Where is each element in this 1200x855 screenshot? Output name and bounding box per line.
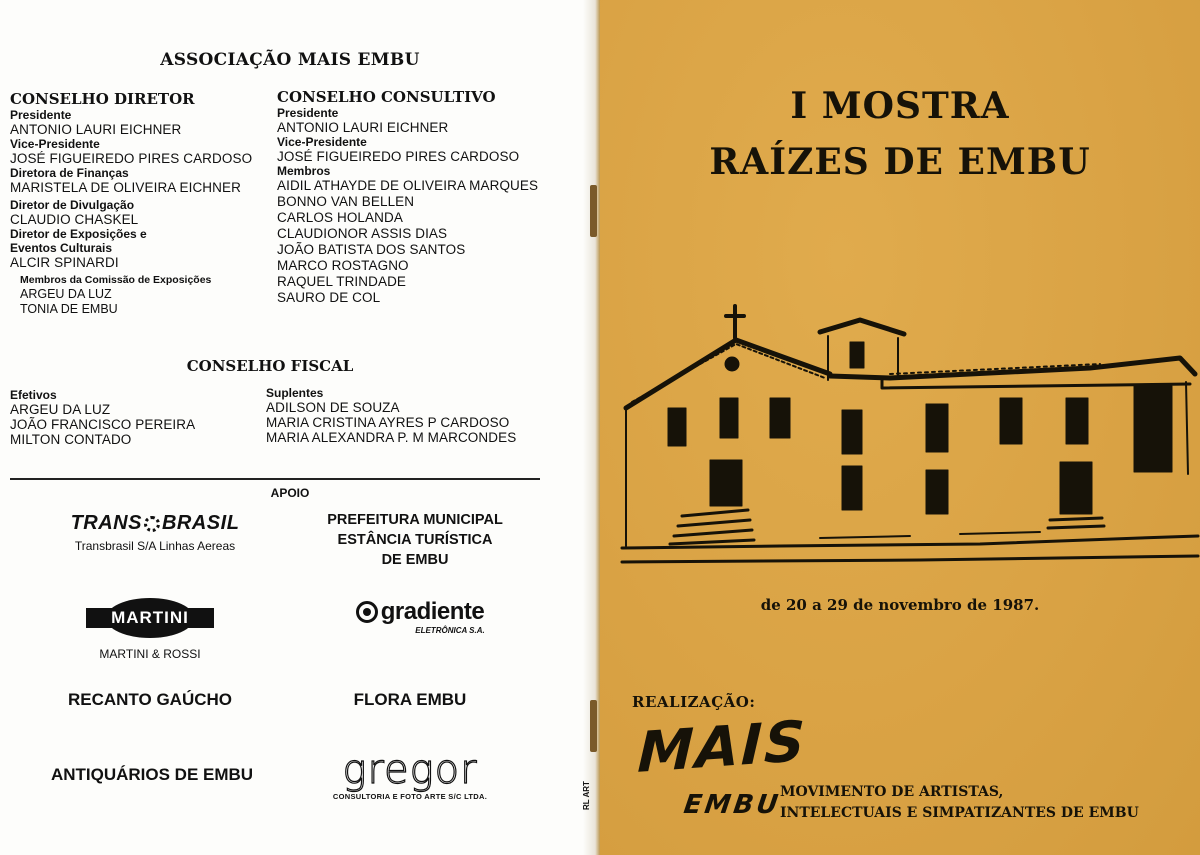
transbrasil-logo-text-a: TRANS	[70, 512, 142, 534]
cover-title-line: RAÍZES DE EMBU	[709, 141, 1091, 183]
role-label: Presidente	[10, 108, 72, 122]
comissao-member: TONIA DE EMBU	[20, 302, 118, 316]
efetivos-title: Efetivos	[10, 388, 57, 402]
sponsor-prefeitura	[290, 510, 540, 570]
suplentes-column	[266, 386, 566, 445]
martini-logo	[86, 598, 214, 638]
role-label: Diretora de Finanças	[10, 166, 129, 180]
movimento-line: INTELECTUAIS E SIMPATIZANTES DE EMBU	[780, 805, 1139, 821]
member-name: MARIA ALEXANDRA P. M MARCONDES	[266, 430, 517, 445]
member-name: JOÃO FRANCISCO PEREIRA	[10, 417, 196, 432]
conselho-consultivo	[277, 88, 577, 306]
apoio-title: APOIO	[270, 486, 310, 500]
conselho-consultivo-title: CONSELHO CONSULTIVO	[277, 88, 496, 106]
member-name: MARIA CRISTINA AYRES P CARDOSO	[266, 415, 510, 430]
gradiente-caption: ELETRÔNICA S.A.	[415, 626, 485, 635]
sponsor-martini	[60, 598, 240, 661]
suplentes-title: Suplentes	[266, 386, 324, 400]
member-name: ANTONIO LAURI EICHNER	[10, 122, 182, 137]
printer-mark: RL ART	[582, 781, 591, 810]
member-name: AIDIL ATHAYDE DE OLIVEIRA MARQUES	[277, 178, 539, 193]
movimento-description	[780, 782, 1139, 824]
martini-logo-text: MARTINI	[86, 608, 214, 628]
cover-title	[600, 78, 1200, 190]
gregor-caption: CONSULTORIA E FOTO ARTE S/C LTDA.	[332, 792, 488, 801]
member-name: CARLOS HOLANDA	[277, 210, 403, 225]
gregor-logo: gregor	[342, 747, 478, 793]
comissao-member: ARGEU DA LUZ	[20, 287, 112, 301]
transbrasil-logo-text-b: BRASIL	[161, 512, 240, 534]
exhibition-dates: de 20 a 29 de novembro de 1987.	[760, 596, 1040, 614]
member-name: ARGEU DA LUZ	[10, 402, 111, 417]
member-name: BONNO VAN BELLEN	[277, 194, 415, 209]
role-label: Vice-Presidente	[277, 135, 367, 149]
transbrasil-caption: Transbrasil S/A Linhas Aereas	[74, 539, 236, 553]
conselho-diretor-title: CONSELHO DIRETOR	[10, 90, 195, 108]
gradiente-logo	[320, 598, 520, 626]
sponsor-transbrasil	[40, 512, 270, 553]
prefeitura-line: PREFEITURA MUNICIPAL	[327, 512, 503, 528]
role-label: Diretor de Exposições e	[10, 227, 147, 241]
realizacao-label: REALIZAÇÃO:	[632, 693, 756, 711]
staple-icon	[590, 185, 597, 237]
gradiente-logo-text: gradiente	[380, 598, 485, 625]
member-name: SAURO DE COL	[277, 290, 381, 305]
role-label: Membros	[277, 164, 331, 178]
sponsor-gregor	[310, 748, 510, 801]
role-label: Presidente	[277, 106, 339, 120]
member-name: MILTON CONTADO	[10, 432, 132, 447]
member-name: JOÃO BATISTA DOS SANTOS	[277, 242, 466, 257]
sponsor-gradiente	[320, 598, 520, 635]
member-name: ALCIR SPINARDI	[10, 255, 119, 270]
role-label-continued: Eventos Culturais	[10, 241, 113, 255]
member-name: RAQUEL TRINDADE	[277, 274, 407, 289]
comissao-title: Membros da Comissão de Exposições	[20, 274, 212, 286]
sponsor-antiquarios: ANTIQUÁRIOS DE EMBU	[50, 765, 254, 784]
sponsor-recanto-gaucho: RECANTO GAÚCHO	[67, 690, 233, 709]
transbrasil-logo	[40, 512, 270, 535]
prefeitura-line: DE EMBU	[381, 552, 449, 568]
role-label: Diretor de Divulgação	[10, 198, 135, 212]
member-name: JOSÉ FIGUEIREDO PIRES CARDOSO	[277, 149, 520, 164]
gradiente-g-icon	[356, 601, 378, 623]
mais-embu-logo-embu: EMBU	[681, 790, 783, 820]
divider	[10, 478, 540, 480]
member-name: ANTONIO LAURI EICHNER	[277, 120, 449, 135]
member-name: MARISTELA DE OLIVEIRA EICHNER	[10, 180, 241, 195]
movimento-line: MOVIMENTO DE ARTISTAS,	[780, 784, 1004, 800]
prefeitura-line: ESTÂNCIA TURÍSTICA	[337, 532, 493, 548]
association-title: ASSOCIAÇÃO MAIS EMBU	[160, 50, 420, 70]
cover-title-line: I MOSTRA	[790, 85, 1010, 127]
sponsor-flora-embu: FLORA EMBU	[353, 690, 467, 709]
member-name: JOSÉ FIGUEIREDO PIRES CARDOSO	[10, 151, 253, 166]
efetivos-column	[10, 388, 260, 447]
mais-embu-logo-mais: MAIS	[636, 709, 808, 786]
conselho-diretor	[10, 90, 280, 317]
member-name: ADILSON DE SOUZA	[266, 400, 400, 415]
member-name: MARCO ROSTAGNO	[277, 258, 409, 273]
role-label: Vice-Presidente	[10, 137, 100, 151]
church-drawing-illustration	[620, 298, 1200, 570]
member-name: CLAUDIONOR ASSIS DIAS	[277, 226, 448, 241]
staple-icon	[590, 700, 597, 752]
sun-icon	[144, 516, 160, 532]
conselho-fiscal-title: CONSELHO FISCAL	[186, 357, 354, 375]
martini-caption: MARTINI & ROSSI	[99, 647, 201, 661]
member-name: CLAUDIO CHASKEL	[10, 212, 139, 227]
